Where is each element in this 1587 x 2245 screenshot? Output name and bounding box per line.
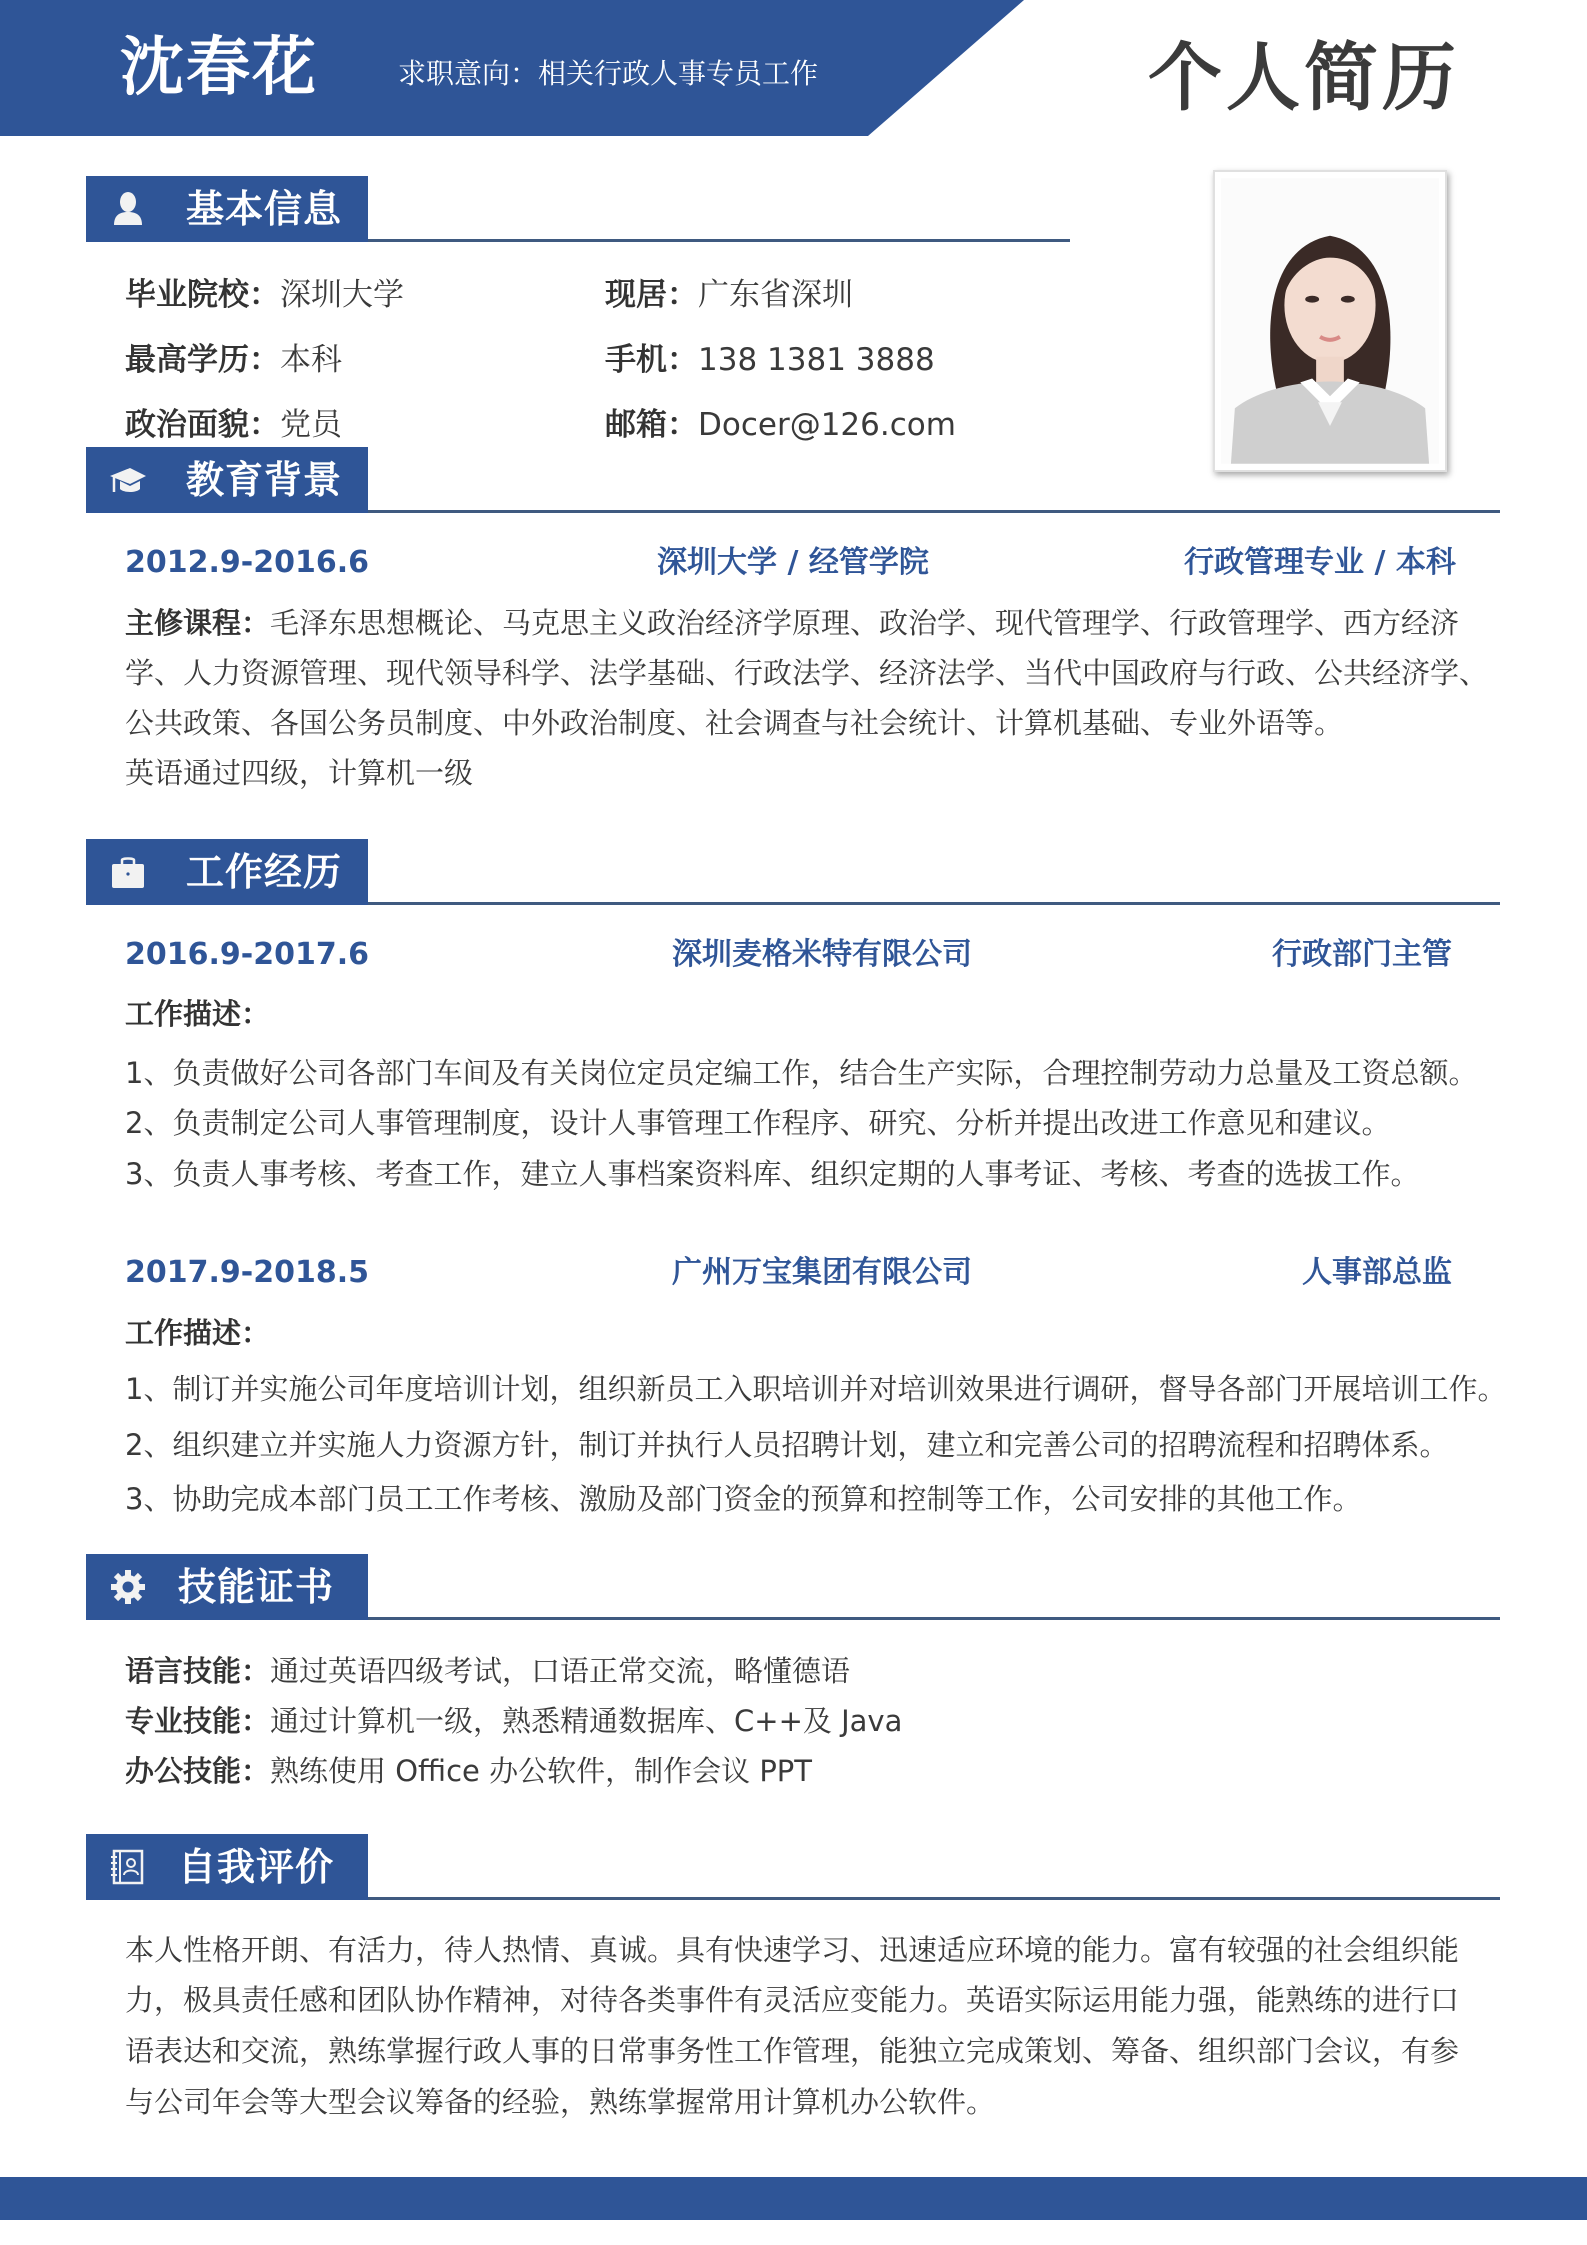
work-item: 1、制订并实施公司年度培训计划，组织新员工入职培训并对培训效果进行调研，督导各部门开展培训工作。: [125, 1372, 1507, 1406]
candidate-name: 沈春花: [120, 31, 318, 105]
info-political-status: [125, 405, 342, 445]
work-period: 2017.9-2018.5: [125, 1255, 369, 1290]
skill-value: 通过计算机一级，熟悉精通数据库、C++及 Java: [270, 1704, 903, 1738]
edu-courses-line: 公共政策、各国公务员制度、中外政治制度、社会调查与社会统计、计算机基础、专业外语等。: [125, 706, 1344, 740]
gear-icon: [108, 1567, 148, 1607]
info-degree: [125, 340, 342, 380]
edu-courses-line: 主修课程：毛泽东思想概论、马克思主义政治经济学原理、政治学、现代管理学、行政管理学、西方经济: [125, 606, 1460, 640]
section-header-skills: [86, 1554, 368, 1620]
skill-item-office: [125, 1751, 812, 1791]
info-school: [125, 275, 404, 315]
work-item: 1、负责做好公司各部门车间及有关岗位定员定编工作，结合生产实际，合理控制劳动力总量及工资总额。: [125, 1056, 1478, 1090]
section-title: 教育背景: [186, 458, 343, 502]
profile-photo: [1213, 170, 1447, 472]
section-rule: [368, 902, 1500, 905]
info-email: [605, 405, 956, 445]
work-position: 行政部门主管: [1272, 937, 1452, 972]
skill-label: 语言技能：: [125, 1654, 271, 1688]
contact-book-icon: [108, 1847, 148, 1887]
info-label: 最高学历：: [125, 342, 280, 378]
user-icon: [108, 189, 148, 229]
skill-label: 专业技能：: [125, 1704, 271, 1738]
info-value: 深圳大学: [280, 277, 404, 313]
info-value: Docer@126.com: [698, 407, 956, 443]
self-eval-line: 与公司年会等大型会议筹备的经验，熟练掌握常用计算机办公软件。: [125, 2085, 996, 2119]
work-company: 深圳麦格米特有限公司: [672, 937, 972, 972]
courses-label: 主修课程：: [125, 606, 271, 640]
info-value: 138 1381 3888: [698, 342, 935, 378]
work-item: 3、协助完成本部门员工工作考核、激励及部门资金的预算和控制等工作，公司安排的其他工作。: [125, 1482, 1362, 1516]
info-label: 现居：: [605, 277, 698, 313]
edu-courses-line: 学、人力资源管理、现代领导科学、法学基础、行政法学、经济法学、当代中国政府与行政、公共经济学、: [125, 656, 1489, 690]
work-company: 广州万宝集团有限公司: [672, 1255, 972, 1290]
info-label: 手机：: [605, 342, 698, 378]
briefcase-icon: [108, 852, 148, 892]
edu-period: 2012.9-2016.6: [125, 545, 369, 580]
skill-label: 办公技能：: [125, 1754, 271, 1788]
section-title: 自我评价: [178, 1845, 335, 1889]
section-rule: [368, 1897, 1500, 1900]
graduation-cap-icon: [108, 460, 148, 500]
info-label: 政治面貌：: [125, 407, 280, 443]
footer-bar: [0, 2177, 1587, 2220]
skill-item-professional: [125, 1701, 902, 1741]
info-label: 邮箱：: [605, 407, 698, 443]
work-item: 3、负责人事考核、考查工作，建立人事档案资料库、组织定期的人事考证、考核、考查的选拔工作。: [125, 1157, 1420, 1191]
work-desc-label: 工作描述：: [125, 997, 271, 1031]
section-rule: [368, 1617, 1500, 1620]
self-eval-line: 力，极具责任感和团队协作精神，对待各类事件有灵活应变能力。英语实际运用能力强，能熟练的进行口: [125, 1983, 1460, 2017]
section-rule: [368, 239, 1070, 242]
work-period: 2016.9-2017.6: [125, 937, 369, 972]
section-rule: [368, 510, 1500, 513]
section-title: 技能证书: [178, 1565, 335, 1609]
portrait-image: [1221, 178, 1439, 464]
section-header-self-eval: [86, 1834, 368, 1900]
work-item: 2、组织建立并实施人力资源方针，制订并执行人员招聘计划，建立和完善公司的招聘流程和招聘体系。: [125, 1428, 1449, 1462]
skill-item-language: [125, 1651, 850, 1691]
work-desc-label: 工作描述：: [125, 1316, 271, 1350]
section-header-basic-info: [86, 176, 368, 242]
info-phone: [605, 340, 935, 380]
self-eval-line: 本人性格开朗、有活力，待人热情、真诚。具有快速学习、迅速适应环境的能力。富有较强的社会组织能: [125, 1933, 1460, 1967]
section-header-education: [86, 447, 368, 513]
edu-school: 深圳大学 / 经管学院: [657, 545, 929, 580]
section-title: 基本信息: [186, 187, 343, 231]
info-value: 党员: [280, 407, 342, 443]
skill-value: 通过英语四级考试，口语正常交流，略懂德语: [270, 1654, 851, 1688]
edu-extra: 英语通过四级，计算机一级: [125, 756, 474, 790]
edu-major: 行政管理专业 / 本科: [1184, 545, 1456, 580]
info-label: 毕业院校：: [125, 277, 280, 313]
skill-value: 熟练使用 Office 办公软件，制作会议 PPT: [270, 1754, 813, 1788]
info-value: 本科: [280, 342, 342, 378]
job-intent: 求职意向：相关行政人事专员工作: [398, 57, 819, 90]
self-eval-line: 语表达和交流，熟练掌握行政人事的日常事务性工作管理，能独立完成策划、筹备、组织部门会议，有参: [125, 2034, 1460, 2068]
info-residence: [605, 275, 853, 315]
section-header-work: [86, 839, 368, 905]
section-title: 工作经历: [186, 850, 343, 894]
document-title: 个人简历: [1148, 35, 1460, 121]
work-item: 2、负责制定公司人事管理制度，设计人事管理工作程序、研究、分析并提出改进工作意见和建议。: [125, 1106, 1391, 1140]
work-position: 人事部总监: [1302, 1255, 1452, 1290]
info-value: 广东省深圳: [698, 277, 853, 313]
